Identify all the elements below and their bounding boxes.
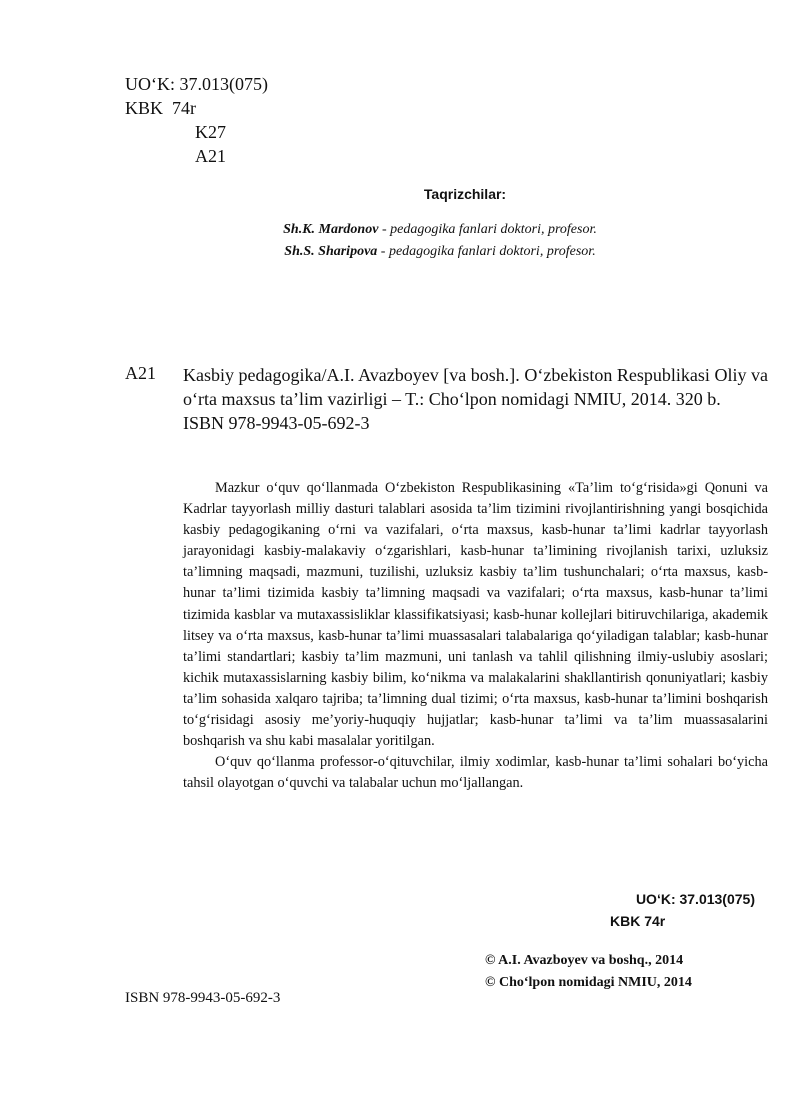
abstract [183, 478, 768, 794]
abstract-paragraph-2: O‘quv qo‘llanma professor-o‘qituvchilar, ilmiy xodimlar, kasb-hunar ta’limi sohalari bo‘yicha tahsil olayotgan o‘quvchi va talabalar uchun mo‘ljallangan. [183, 754, 768, 792]
copyright-authors: © A.I. Avazboyev va boshq., 2014 [485, 953, 684, 968]
kbk-code: KBK 74r [125, 98, 196, 118]
reviewer-1 [0, 222, 800, 238]
rights-block [485, 888, 785, 994]
reviewer-2 [0, 244, 800, 260]
reviewer-1-name: Sh.K. Mardonov [283, 222, 379, 237]
rights-kbk: KBK 74r [610, 913, 666, 929]
reviewers-title: Taqrizchilar: [423, 186, 507, 202]
biblio-text: Kasbiy pedagogika/A.I. Avazboyev [va bosh.]. O‘zbekiston Respublikasi Oliy va o‘rta maxsus ta’lim vazirligi – T.: Cho‘lpon nomidagi NMIU, 2014. 320 b. [183, 365, 768, 409]
abstract-paragraph-1: Mazkur o‘quv qo‘llanmada O‘zbekiston Respublikasining «Ta’lim to‘g‘risida»gi Qonuni va Kadrlar tayyorlash milliy dasturi talablari asosida ta’lim tizimini rivojlantirishning yangi bosqichida kasbiy pedagogikaning o‘rni va vazifalari, o‘rta maxsus, kasb-hunar ta’limi kadrlar tayyorlash jarayonidagi kasbiy-malakaviy o‘zgarishlari, kasb-hunar ta’limining rivojlanish tarixi, uzluksiz ta’limning maqsadi, mazmuni, tuzilishi, uzluksiz kasbiy ta’lim tushunchalari; o‘rta maxsus, kasb-hunar ta’limi tizimida kasbiy ta’limning maqsadi va vazifalari; o‘rta maxsus, kasb-hunar ta’limi tizimida kasblar va mutaxassisliklar klassifikatsiyasi; kasb-hunar kollejlari bitiruvchilariga, akademik litsey va o‘rta maxsus, kasb-hunar ta’limi muassasalari talabalariga qo‘yiladigan talablar; kasb-hunar ta’limi standartlari; kasbiy ta’lim mazmuni, uni tanlash va tahlil qilishning ilmiy-uslubiy asoslari; kichik mutaxassislarning kasbiy bilim, ko‘nikma va malakalarini shakllantirish qonuniyatlari; kasbiy ta’lim sohasida xalqaro tajriba; ta’limning dual tizimi; o‘rta maxsus, kasb-hunar ta’limini boshqarish to‘g‘risidagi asosiy me’yoriy-huquqiy hujjatlar; kasb-hunar ta’limi va ta’lim muassasalarini boshqarish va shu kabi masalalar yoritilgan. [183, 480, 768, 750]
k-code: K27 [195, 122, 226, 142]
isbn-bottom: ISBN 978-9943-05-692-3 [125, 990, 281, 1006]
biblio-isbn: ISBN 978-9943-05-692-3 [183, 413, 370, 433]
copyright-publisher: © Cho‘lpon nomidagi NMIU, 2014 [485, 975, 692, 990]
biblio-code: A21 [125, 363, 156, 383]
classification-codes [125, 72, 268, 168]
reviewer-1-desc: - pedagogika fanlari doktori, profesor. [378, 222, 597, 237]
rights-uok: UO‘K: 37.013(075) [635, 891, 755, 907]
uok-code: UO‘K: 37.013(075) [125, 74, 268, 94]
a-code: A21 [195, 146, 226, 166]
reviewer-2-name: Sh.S. Sharipova [284, 244, 378, 259]
bibliographic-entry [183, 363, 768, 435]
reviewer-2-desc: - pedagogika fanlari doktori, profesor. [377, 244, 596, 259]
